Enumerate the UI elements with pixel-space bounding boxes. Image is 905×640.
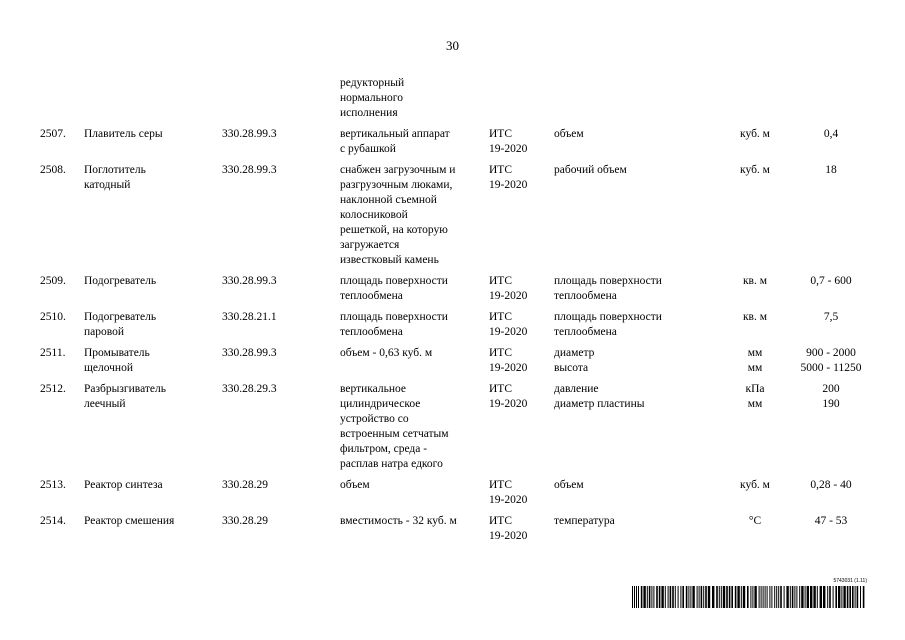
description-line: известковый камень xyxy=(340,254,439,266)
equipment-name xyxy=(84,346,214,376)
barcode-bar xyxy=(672,586,674,608)
barcode-bar xyxy=(632,586,633,608)
barcode-bar xyxy=(682,586,684,608)
table-row xyxy=(0,478,905,514)
parameter-name-line: теплообмена xyxy=(554,290,617,302)
barcode-bars xyxy=(632,586,867,608)
barcode-bar xyxy=(686,586,688,608)
barcode-bar xyxy=(675,586,676,608)
equipment-name-line: Подогреватель xyxy=(84,311,157,323)
equipment-name xyxy=(84,163,214,193)
description-line: редукторный xyxy=(340,77,405,89)
its-reference xyxy=(489,274,549,304)
description-line: устройство со xyxy=(340,413,409,425)
barcode-bar xyxy=(761,586,762,608)
parameter-value-line: 47 - 53 xyxy=(814,515,848,527)
barcode-bar xyxy=(857,586,859,608)
equipment-name xyxy=(84,127,214,142)
table-row xyxy=(0,382,905,478)
barcode-bar xyxy=(678,586,679,608)
description xyxy=(340,274,480,304)
unit-of-measure xyxy=(715,346,795,376)
barcode-bar xyxy=(680,586,681,608)
barcode-bar xyxy=(721,586,722,608)
barcode-bar xyxy=(829,586,831,608)
description-line: расплав натра едкого xyxy=(340,458,443,470)
barcode-bar xyxy=(726,586,728,608)
barcode-bar xyxy=(708,586,710,608)
its-reference-line: ИТС xyxy=(489,275,512,287)
parameter-value-line: 0,28 - 40 xyxy=(810,479,852,491)
parameter-name-line: температура xyxy=(554,515,615,527)
description-line: загружается xyxy=(340,239,400,251)
description-line: наклонной съемной xyxy=(340,194,437,206)
parameter-name-line: объем xyxy=(554,479,584,491)
row-number: 2512. xyxy=(40,383,66,395)
description xyxy=(340,310,480,340)
equipment-name-line: Промыватель xyxy=(84,347,150,359)
okpd-code: 330.28.29 xyxy=(222,479,268,491)
barcode-bar xyxy=(665,586,666,608)
its-reference xyxy=(489,310,549,340)
row-number: 2509. xyxy=(40,275,66,287)
its-reference-line: ИТС xyxy=(489,164,512,176)
table-row xyxy=(0,310,905,346)
unit-of-measure-line: куб. м xyxy=(740,164,770,176)
its-reference-line: ИТС xyxy=(489,311,512,323)
equipment-name xyxy=(84,514,214,529)
barcode-bar xyxy=(855,586,856,608)
barcode-bar xyxy=(705,586,707,608)
barcode-bar xyxy=(833,586,834,608)
its-reference-line: ИТС xyxy=(489,515,512,527)
page-number: 30 xyxy=(446,38,459,53)
description xyxy=(340,514,480,529)
description-line: разгрузочным люками, xyxy=(340,179,453,191)
barcode-bar xyxy=(647,586,648,608)
barcode-bar xyxy=(796,586,797,608)
barcode-bar xyxy=(747,586,749,608)
barcode-bar xyxy=(763,586,764,608)
barcode-bar xyxy=(827,586,828,608)
unit-of-measure xyxy=(715,127,795,142)
unit-of-measure xyxy=(715,478,795,493)
barcode-bar xyxy=(838,586,840,608)
row-number: 2511. xyxy=(40,347,66,359)
barcode-bar xyxy=(801,586,803,608)
parameter-name-line: объем xyxy=(554,128,584,140)
barcode-bar xyxy=(649,586,651,608)
barcode-bar xyxy=(776,586,777,608)
parameter-value xyxy=(790,163,872,178)
barcode-bar xyxy=(849,586,851,608)
barcode-bar xyxy=(697,586,698,608)
its-reference-line: 19-2020 xyxy=(489,290,528,302)
equipment-name xyxy=(84,274,214,289)
barcode-bar xyxy=(688,586,689,608)
row-number: 2510. xyxy=(40,311,66,323)
barcode-bar xyxy=(735,586,737,608)
equipment-name-line: Плавитель серы xyxy=(84,128,163,140)
equipment-name-line: щелочной xyxy=(84,362,133,374)
description-line: площадь поверхности xyxy=(340,311,448,323)
barcode-bar xyxy=(765,586,766,608)
barcode-bar xyxy=(843,586,845,608)
barcode-bar xyxy=(692,586,694,608)
barcode-label: 5743031 (1.11) xyxy=(833,578,867,584)
description-line: цилиндрическое xyxy=(340,398,421,410)
unit-of-measure xyxy=(715,163,795,178)
its-reference xyxy=(489,478,549,508)
barcode-bar xyxy=(759,586,760,608)
barcode-bar xyxy=(737,586,739,608)
unit-of-measure xyxy=(715,514,795,529)
parameter-name xyxy=(554,478,724,493)
okpd-code: 330.28.99.3 xyxy=(222,275,277,287)
barcode-bar xyxy=(634,586,635,608)
parameter-value xyxy=(790,478,872,493)
its-reference xyxy=(489,514,549,544)
barcode-bar xyxy=(668,586,669,608)
table-row xyxy=(0,346,905,382)
barcode-bar xyxy=(852,586,854,608)
parameter-name-line: теплообмена xyxy=(554,326,617,338)
barcode-bar xyxy=(841,586,842,608)
description-line: встроенным сетчатым xyxy=(340,428,449,440)
description xyxy=(340,382,480,472)
barcode-bar xyxy=(656,586,658,608)
barcode-bar xyxy=(659,586,661,608)
barcode-bar xyxy=(719,586,720,608)
its-reference-line: 19-2020 xyxy=(489,179,528,191)
barcode-bar xyxy=(754,586,756,608)
unit-of-measure-line: мм xyxy=(747,398,763,410)
equipment-name xyxy=(84,310,214,340)
barcode-bar xyxy=(653,586,654,608)
parameter-name xyxy=(554,274,724,304)
barcode-bar xyxy=(792,586,794,608)
barcode-bar xyxy=(835,586,837,608)
barcode-bar xyxy=(701,586,703,608)
parameter-name xyxy=(554,514,724,529)
description-line: вертикальный аппарат xyxy=(340,128,450,140)
barcode-bar xyxy=(643,586,645,608)
its-reference-line: 19-2020 xyxy=(489,143,528,155)
barcode-bar xyxy=(778,586,779,608)
barcode-bar xyxy=(784,586,785,608)
okpd-code: 330.28.99.3 xyxy=(222,164,277,176)
unit-of-measure-line: мм xyxy=(747,347,763,359)
table-row xyxy=(0,514,905,550)
description-line: решеткой, на которую xyxy=(340,224,448,236)
parameter-value xyxy=(790,346,872,376)
barcode-bar xyxy=(731,586,733,608)
parameter-value-line: 190 xyxy=(822,398,840,410)
equipment-name-line: леечный xyxy=(84,398,126,410)
parameter-value xyxy=(790,382,872,412)
okpd-code: 330.28.29 xyxy=(222,515,268,527)
parameter-name-line: высота xyxy=(554,362,589,374)
description-line: колосниковой xyxy=(340,209,408,221)
parameter-value-line: 900 - 2000 xyxy=(806,347,856,359)
barcode-bar xyxy=(661,586,663,608)
row-number: 2508. xyxy=(40,164,66,176)
row-number: 2513. xyxy=(40,479,66,491)
barcode-bar xyxy=(807,586,809,608)
table-row xyxy=(0,127,905,163)
barcode xyxy=(632,578,867,612)
barcode-bar xyxy=(774,586,775,608)
barcode-bar xyxy=(805,586,806,608)
parameter-name-line: давление xyxy=(554,383,599,395)
barcode-bar xyxy=(767,586,768,608)
equipment-name-line: Поглотитель xyxy=(84,164,146,176)
description-line: теплообмена xyxy=(340,290,403,302)
table-row xyxy=(0,163,905,274)
table-row xyxy=(0,274,905,310)
barcode-bar xyxy=(790,586,791,608)
barcode-bar xyxy=(651,586,652,608)
equipment-name-line: Подогреватель xyxy=(84,275,157,287)
equipment-name xyxy=(84,478,214,493)
description-line: площадь поверхности xyxy=(340,275,448,287)
unit-of-measure-line: кПа xyxy=(745,383,765,395)
barcode-bar xyxy=(794,586,795,608)
okpd-code: 330.28.21.1 xyxy=(222,311,277,323)
barcode-bar xyxy=(752,586,753,608)
unit-of-measure-line: куб. м xyxy=(740,128,770,140)
description-line: нормального xyxy=(340,92,403,104)
description xyxy=(340,478,480,493)
its-reference-line: 19-2020 xyxy=(489,362,528,374)
parameter-name-line: площадь поверхности xyxy=(554,311,662,323)
description xyxy=(340,76,480,121)
parameter-name xyxy=(554,382,724,412)
equipment-name-line: катодный xyxy=(84,179,131,191)
its-reference xyxy=(489,127,549,157)
its-reference-line: ИТС xyxy=(489,347,512,359)
barcode-bar xyxy=(780,586,782,608)
unit-of-measure xyxy=(715,310,795,325)
parameter-value-line: 0,7 - 600 xyxy=(810,275,852,287)
parameter-value xyxy=(790,514,872,529)
barcode-bar xyxy=(847,586,849,608)
barcode-bar xyxy=(820,586,822,608)
parameter-value-line: 0,4 xyxy=(823,128,839,140)
barcode-bar xyxy=(723,586,725,608)
barcode-bar xyxy=(817,586,818,608)
row-number: 2514. xyxy=(40,515,66,527)
row-number: 2507. xyxy=(40,128,66,140)
parameter-value xyxy=(790,274,872,289)
barcode-bar xyxy=(712,586,714,608)
barcode-bar xyxy=(641,586,643,608)
description-line: с рубашкой xyxy=(340,143,396,155)
its-reference-line: ИТС xyxy=(489,383,512,395)
barcode-bar xyxy=(716,586,718,608)
equipment-name xyxy=(84,382,214,412)
unit-of-measure-line: кв. м xyxy=(742,275,768,287)
barcode-bar xyxy=(703,586,704,608)
barcode-bar xyxy=(690,586,691,608)
its-reference-line: 19-2020 xyxy=(489,530,528,542)
equipment-name-line: Разбрызгиватель xyxy=(84,383,166,395)
description xyxy=(340,346,480,361)
its-reference xyxy=(489,346,549,376)
barcode-bar xyxy=(729,586,731,608)
parameter-value-line: 7,5 xyxy=(823,311,839,323)
description xyxy=(340,163,480,268)
barcode-bar xyxy=(860,586,861,608)
equipment-name-line: Реактор синтеза xyxy=(84,479,163,491)
parameter-name xyxy=(554,127,724,142)
parameter-name-line: диаметр xyxy=(554,347,595,359)
parameter-name-line: рабочий объем xyxy=(554,164,627,176)
barcode-bar xyxy=(771,586,772,608)
parameter-value xyxy=(790,127,872,142)
okpd-code: 330.28.29.3 xyxy=(222,383,277,395)
barcode-bar xyxy=(638,586,639,608)
description-line: вместимость - 32 куб. м xyxy=(340,515,457,527)
unit-of-measure-line: куб. м xyxy=(740,479,770,491)
barcode-bar xyxy=(636,586,637,608)
its-reference xyxy=(489,382,549,412)
description-line: снабжен загрузочным и xyxy=(340,164,456,176)
barcode-bar xyxy=(743,586,745,608)
description-line: исполнения xyxy=(340,107,398,119)
its-reference-line: ИТС xyxy=(489,479,512,491)
parameter-name xyxy=(554,346,724,376)
unit-of-measure xyxy=(715,274,795,289)
barcode-bar xyxy=(799,586,800,608)
equipment-table xyxy=(0,76,905,550)
barcode-bar xyxy=(741,586,742,608)
barcode-bar xyxy=(810,586,812,608)
parameter-name xyxy=(554,163,724,178)
description-line: вертикальное xyxy=(340,383,406,395)
equipment-name-line: Реактор смешения xyxy=(84,515,175,527)
barcode-bar xyxy=(670,586,672,608)
barcode-bar xyxy=(823,586,825,608)
barcode-bar xyxy=(786,586,788,608)
parameter-name-line: площадь поверхности xyxy=(554,275,662,287)
parameter-name-line: диаметр пластины xyxy=(554,398,645,410)
barcode-bar xyxy=(699,586,700,608)
its-reference-line: 19-2020 xyxy=(489,398,528,410)
parameter-value-line: 200 xyxy=(822,383,840,395)
its-reference-line: 19-2020 xyxy=(489,326,528,338)
parameter-value-line: 18 xyxy=(825,164,837,176)
barcode-bar xyxy=(750,586,751,608)
description-line: объем xyxy=(340,479,370,491)
parameter-value-line: 5000 - 11250 xyxy=(800,362,862,374)
barcode-bar xyxy=(863,586,865,608)
unit-of-measure-line: мм xyxy=(747,362,763,374)
unit-of-measure-line: кв. м xyxy=(742,311,768,323)
unit-of-measure xyxy=(715,382,795,412)
description-line: объем - 0,63 куб. м xyxy=(340,347,433,359)
okpd-code: 330.28.99.3 xyxy=(222,347,277,359)
description-line: теплообмена xyxy=(340,326,403,338)
table-row xyxy=(0,76,905,127)
description-line: фильтром, среда - xyxy=(340,443,428,455)
barcode-bar xyxy=(769,586,770,608)
equipment-name-line: паровой xyxy=(84,326,125,338)
parameter-value xyxy=(790,310,872,325)
its-reference-line: ИТС xyxy=(489,128,512,140)
parameter-name xyxy=(554,310,724,340)
description xyxy=(340,127,480,157)
okpd-code: 330.28.99.3 xyxy=(222,128,277,140)
its-reference-line: 19-2020 xyxy=(489,494,528,506)
barcode-bar xyxy=(813,586,815,608)
unit-of-measure-line: °С xyxy=(748,515,762,527)
its-reference xyxy=(489,163,549,193)
